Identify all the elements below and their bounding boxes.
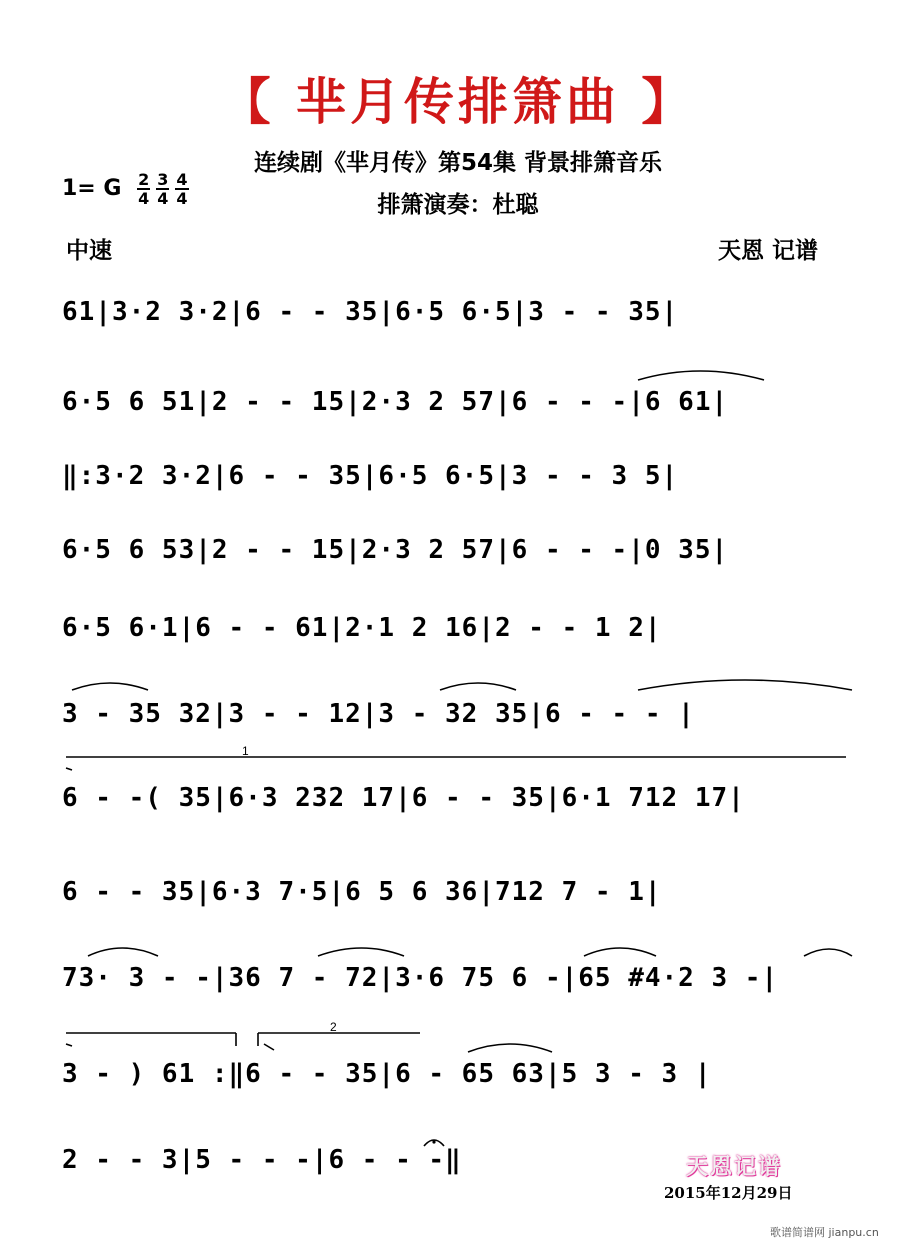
meter-top: 4	[176, 170, 188, 189]
meter-bottom: 4	[157, 189, 169, 208]
key-signature	[62, 171, 195, 207]
score-line: 3 - 35 32|3 - - 12|3 - 32 35|6 - - - |	[62, 699, 695, 729]
score-line: 6 - -( 35|6·3 232 17|6 - - 35|6·1 712 17|	[62, 783, 745, 813]
time-signatures	[137, 171, 194, 207]
meter-bottom: 4	[176, 189, 188, 208]
score-line: 73· 3 - -|36 7 - 72|3·6 75 6 -|65 #4·2 3 -|	[62, 963, 779, 993]
time-signature	[175, 171, 188, 207]
tie-mark	[264, 1044, 274, 1050]
score-line: 6 - - 35|6·3 7·5|6 5 6 36|712 7 - 1|	[62, 877, 662, 907]
slur-mark	[468, 1044, 552, 1052]
meter-top: 3	[157, 170, 169, 189]
score-line: 6·5 6·1|6 - - 61|2·1 2 16|2 - - 1 2|	[62, 613, 662, 643]
tie-mark	[66, 1044, 72, 1046]
key-label: 1= G	[62, 176, 122, 201]
tie-mark	[66, 768, 72, 770]
score-line: 6·5 6 51|2 - - 15|2·3 2 57|6 - - -|6 61|	[62, 387, 729, 417]
tempo-marking: 中速	[66, 238, 112, 264]
score-line: ‖:3·2 3·2|6 - - 35|6·5 6·5|3 - - 3 5|	[62, 461, 679, 491]
slur-mark	[804, 949, 852, 956]
transcription-date: 2015年12月29日	[664, 1184, 793, 1202]
score-line: 3 - ) 61 :‖6 - - 35|6 - 65 63|5 3 - 3 |	[62, 1059, 712, 1089]
slur-mark	[318, 948, 404, 956]
song-title: 【 芈月传排箫曲 】	[220, 73, 696, 131]
transcriber-credit: 天恩 记谱	[718, 238, 819, 264]
slur-mark	[88, 948, 158, 956]
slur-mark	[584, 948, 656, 956]
volta-number: 2	[330, 1020, 337, 1034]
score-line: 6·5 6 53|2 - - 15|2·3 2 57|6 - - -|0 35|	[62, 535, 729, 565]
transcriber-stamp: 天恩记谱	[686, 1155, 783, 1180]
song-subtitle: 连续剧《芈月传》第54集 背景排箫音乐	[253, 150, 662, 176]
source-watermark: 歌谱简谱网 jianpu.cn	[770, 1226, 879, 1239]
slur-mark	[638, 680, 852, 690]
volta-number: 1	[242, 744, 249, 758]
meter-top: 2	[138, 170, 150, 189]
score-line: 61|3·2 3·2|6 - - 35|6·5 6·5|3 - - 35|	[62, 297, 679, 327]
meter-bottom: 4	[138, 189, 150, 208]
performer-credit: 排箫演奏：杜聪	[377, 192, 539, 218]
slur-mark	[72, 683, 148, 690]
time-signature	[137, 171, 150, 207]
score-line: 2 - - 3|5 - - -|6 - - -‖	[62, 1145, 462, 1175]
slur-mark	[638, 371, 764, 380]
slur-mark	[440, 683, 516, 690]
time-signature	[156, 171, 169, 207]
